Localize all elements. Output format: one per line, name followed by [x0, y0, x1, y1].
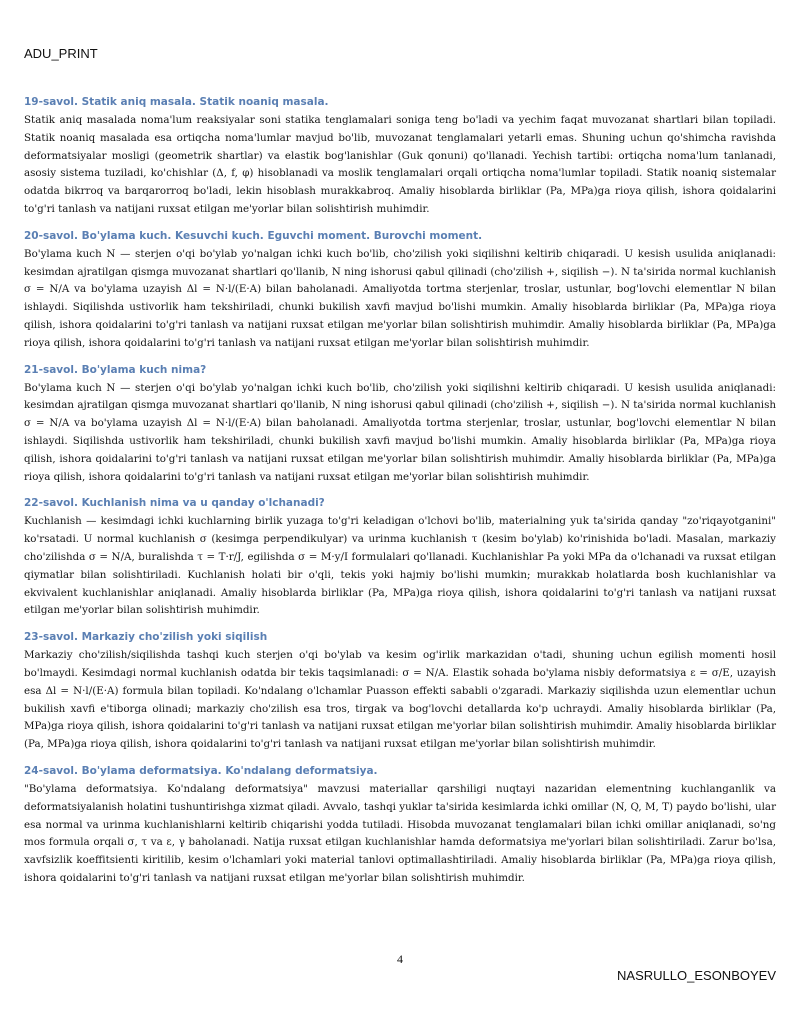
question-section-22 [24, 496, 776, 620]
section-title: 23-savol. Markaziy cho'zilish yoki siqilish [24, 631, 268, 644]
page-number: 4 [397, 952, 403, 966]
question-section-24 [24, 764, 776, 888]
question-section-19 [24, 95, 776, 219]
section-title: 22-savol. Kuchlanish nima va u qanday o'lchanadi? [24, 497, 325, 510]
section-title: 24-savol. Bo'ylama deformatsiya. Ko'ndalang deformatsiya. [24, 764, 378, 777]
section-title: 20-savol. Bo'ylama kuch. Kesuvchi kuch. Eguvchi moment. Burovchi moment. [24, 229, 483, 242]
section-title: 21-savol. Bo'ylama kuch nima? [24, 363, 207, 376]
section-body: Bo'ylama kuch N — sterjen o'qi bo'ylab yo'nalgan ichki kuch bo'lib, cho'zilish yoki siqilishni keltirib chiqaradi. U kesish usulida aniqlanadi: kesimdan ajratilgan qismga muvozanat shartlari qo'llanib, N ning ishorusi qabul qilinadi (cho'zilish +, siqilish −). N ta'sirida normal kuchlanish σ = N/A va bo'ylama uzayish Δl = N·l/(E·A) bilan baholanadi. Amaliyotda tortma sterjenlar, troslar, ustunlar, bog'lovchi elementlar N bilan ishlaydi. Siqilishda ustivorlik ham tekshiriladi, chunki bukilish xavfi mavjud bo'lishi mumkin. Amaliy hisoblarda birliklar (Pa, MPa)ga rioya qilish, ishora qoidalarini to'g'ri tanlash va natijani ruxsat etilgan me'yorlar bilan solishtirish muhimdir. Amaliy hisoblarda birliklar (Pa, MPa)ga rioya qilish, ishora qoidalarini to'g'ri tanlash va natijani ruxsat etilgan me'yorlar bilan solishtirish muhimdir. [24, 247, 776, 349]
document-content [24, 95, 776, 898]
question-section-20 [24, 229, 776, 353]
section-body: "Bo'ylama deformatsiya. Ko'ndalang deformatsiya" mavzusi materiallar qarshiligi nuqtayi nazaridan elementning kuchlanganlik va deformatsiyalanish holatini tushuntirishga xizmat qiladi. Avvalo, tashqi yuklar ta'sirida kesimlarda ichki omillar (N, Q, M, T) paydo bo'lishi, ular esa normal va urinma kuchlanishlarni keltirib chiqarishi yodda tutiladi. Hisobda muvozanat tenglamalari bilan ichki omillar aniqlanadi, so'ng mos formula orqali σ, τ va ε, γ baholanadi. Natija ruxsat etilgan kuchlanishlar hamda deformatsiya me'yorlari bilan solishtiriladi. Zarur bo'lsa, xavfsizlik koeffitsienti kiritilib, kesim o'lchamlari yoki material tanlovi optimallashtiriladi. Amaliy hisoblarda birliklar (Pa, MPa)ga rioya qilish, ishora qoidalarini to'g'ri tanlash va natijani ruxsat etilgan me'yorlar bilan solishtirish muhimdir. [24, 782, 776, 884]
section-body: Kuchlanish — kesimdagi ichki kuchlarning birlik yuzaga to'g'ri keladigan o'lchovi bo'lib, materialning yuk ta'sirida qanday "zo'riqayotganini" ko'rsatadi. U normal kuchlanish σ (kesimga perpendikulyar) va urinma kuchlanish τ (kesim bo'ylab) ko'rinishida bo'ladi. Masalan, markaziy cho'zilishda σ = N/A, buralishda τ = T·r/J, egilishda σ = M·y/I formulalari qo'llanadi. Kuchlanishlar Pa yoki MPa da o'lchanadi va ruxsat etilgan qiymatlar bilan solishtiriladi. Kuchlanish holati bir o'qli, tekis yoki hajmiy bo'lishi mumkin; murakkab holatlarda bosh kuchlanishlar va ekvivalent kuchlanishlar aniqlanadi. Amaliy hisoblarda birliklar (Pa, MPa)ga rioya qilish, ishora qoidalarini to'g'ri tanlash va natijani ruxsat etilgan me'yorlar bilan solishtirish muhimdir. [24, 515, 776, 617]
section-title: 19-savol. Statik aniq masala. Statik noaniq masala. [24, 96, 329, 108]
header-label: ADU_PRINT [24, 46, 98, 61]
section-body: Markaziy cho'zilish/siqilishda tashqi kuch sterjen o'qi bo'ylab va kesim og'irlik markazidan o'tadi, shuning uchun egilish momenti hosil bo'lmaydi. Kesimdagi normal kuchlanish odatda bir tekis taqsimlanadi: σ = N/A. Elastik sohada bo'ylama nisbiy deformatsiya ε = σ/E, uzayish esa Δl = N·l/(E·A) formula bilan topiladi. Ko'ndalang o'lchamlar Puasson effekti sababli o'zgaradi. Markaziy siqilishda uzun elementlar uchun bukilish xavfi e'tiborga olinadi; markaziy cho'zilish esa tros, tirgak va bog'lovchi detallarda ko'p uchraydi. Amaliy hisoblarda birliklar (Pa, MPa)ga rioya qilish, ishora qoidalarini to'g'ri tanlash va natijani ruxsat etilgan me'yorlar bilan solishtirish muhimdir. Amaliy hisoblarda birliklar (Pa, MPa)ga rioya qilish, ishora qoidalarini to'g'ri tanlash va natijani ruxsat etilgan me'yorlar bilan solishtirish muhimdir. [24, 649, 776, 751]
section-body: Bo'ylama kuch N — sterjen o'qi bo'ylab yo'nalgan ichki kuch bo'lib, cho'zilish yoki siqilishni keltirib chiqaradi. U kesish usulida aniqlanadi: kesimdan ajratilgan qismga muvozanat shartlari qo'llanib, N ning ishorusi qabul qilinadi (cho'zilish +, siqilish −). N ta'sirida normal kuchlanish σ = N/A va bo'ylama uzayish Δl = N·l/(E·A) bilan baholanadi. Amaliyotda tortma sterjenlar, troslar, ustunlar, bog'lovchi elementlar N bilan ishlaydi. Siqilishda ustivorlik ham tekshiriladi, chunki bukilish xavfi mavjud bo'lishi mumkin. Amaliy hisoblarda birliklar (Pa, MPa)ga rioya qilish, ishora qoidalarini to'g'ri tanlash va natijani ruxsat etilgan me'yorlar bilan solishtirish muhimdir. Amaliy hisoblarda birliklar (Pa, MPa)ga rioya qilish, ishora qoidalarini to'g'ri tanlash va natijani ruxsat etilgan me'yorlar bilan solishtirish muhimdir. [24, 381, 776, 483]
section-body: Statik aniq masalada noma'lum reaksiyalar soni statika tenglamalari soniga teng bo'ladi va yechim faqat muvozanat shartlari bilan topiladi. Statik noaniq masalada esa ortiqcha noma'lumlar mavjud bo'lib, muvozanat tenglamalari yetarli emas. Shuning uchun qo'shimcha ravishda deformatsiyalar mosligi (geometrik shartlar) va elastik bog'lanishlar (Guk qonuni) qo'llanadi. Yechish tartibi: ortiqcha noma'lum tanlanadi, asosiy sistema tuziladi, ko'chishlar (Δ, f, φ) hisoblanadi va moslik tenglamalari orqali ortiqcha noma'lumlar topiladi. Statik noaniq sistemalar odatda bikrroq va barqarorroq bo'ladi, lekin hisoblash murakkabroq. Amaliy hisoblarda birliklar (Pa, MPa)ga rioya qilish, ishora qoidalarini to'g'ri tanlash va natijani ruxsat etilgan me'yorlar bilan solishtirish muhimdir. [24, 114, 776, 215]
footer-author: NASRULLO_ESONBOYEV [617, 968, 776, 983]
question-section-23 [24, 630, 776, 754]
question-section-21 [24, 363, 776, 487]
